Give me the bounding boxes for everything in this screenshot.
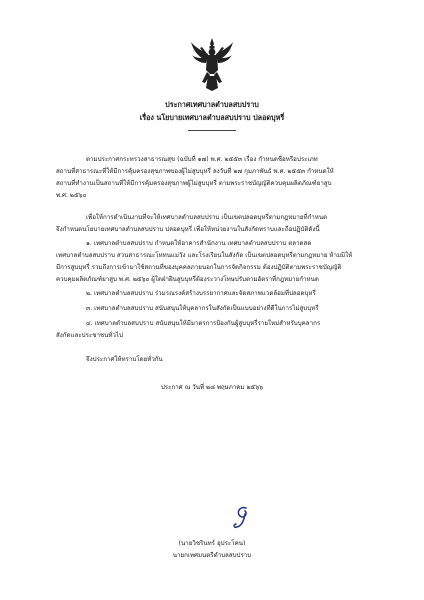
- announcement-date: ประกาศ ณ วันที่ ๒๘ พฤษภาคม ๒๕๖๖: [160, 384, 264, 391]
- closing-text: จึงประกาศให้ทราบโดยทั่วกัน: [86, 356, 163, 363]
- policy-item: ๔. เทศบาลตำบลสบปราบ สนับสนุนให้มีมาตรการป้องกันผู้สูบบุหรี่รายใหม่สำหรับบุคลากร: [86, 320, 321, 327]
- policy-item: ๒. เทศบาลตำบลสบปราบ ร่วมรณรงค์สร้างบรรยากาศและจัดสภาพแวดล้อมที่ปลอดบุหรี่: [86, 290, 316, 297]
- policy-item-line: สังกัดและประชาชนทั่วไป: [56, 332, 123, 339]
- policy-item-line: เทศบาลตำบลสบปราบ สวนสาธารณะโหทนแม่วัง และโรงเรียนในสังกัด เป็นเขตปลอดบุหรี่ตามกฎหมาย ห้ามมิให้: [56, 252, 353, 259]
- paragraph-line: สถานที่ทำงานเป็นสถานที่ให้มีการคุ้มครองสุขภาพผู้ไม่สูบบุหรี่ ตามพระราชบัญญัติควบคุมผลิตภัณฑ์ยาสูบ: [56, 180, 332, 187]
- signatory-position: นายกเทศมนตรีตำบลสบปราบ: [172, 552, 252, 559]
- signature-mark: [228, 504, 258, 530]
- paragraph-line: สถานที่สาธารณะที่ให้มีการคุ้มครองสุขภาพของผู้ไม่สูบบุหรี่ ลงวันที่ ๒๗ กุมภาพันธ์ พ.ศ. ๒๕๕๓ กำหนดให้: [56, 168, 334, 175]
- document-title: ประกาศเทศบาลตำบลสบปราบ: [165, 100, 259, 109]
- document-subject: เรื่อง นโยบายเทศบาลตำบลสบปราบ ปลอดบุหรี่: [139, 113, 285, 122]
- paragraph-line: เพื่อให้การดำเนินงานที่จะให้เทศบาลตำบลสบปราบ เป็นเขตปลอดบุหรี่ตามกฎหมายที่กำหนด: [86, 214, 328, 221]
- signatory-name: (นายวิชรินทร์ อุประโคน): [178, 540, 246, 547]
- policy-item-line: ควบคุมผลิตภัณฑ์ยาสูบ พ.ศ. ๒๕๖๐ ผู้ใดฝ่าฝืนสูบบุหรี่ต้องระวางโทษปรับตามอัตราที่กฎหมายกำหนด: [56, 276, 319, 283]
- policy-item: ๑. เทศบาลตำบลสบปราบ กำหนดให้อาคารสำนักงาน เทศบาลตำบลสบปราบ ตลาดสด: [86, 240, 312, 247]
- paragraph-line: ตามประกาศกระทรวงสาธารณสุข (ฉบับที่ ๑๗) พ.ศ. ๒๕๕๓ เรื่อง กำหนดชื่อหรือประเภท: [86, 156, 318, 163]
- policy-item: ๓. เทศบาลตำบลสบปราบ สนับสนุนให้บุคลากรในสังกัดเป็นแบบอย่างที่ดีในการไม่สูบบุหรี่: [86, 305, 319, 312]
- title-divider: [188, 130, 236, 131]
- policy-item-line: มีการสูบบุหรี่ รวมถึงการเข้ามาใช้สถานที่ของบุคคลภายนอกในการจัดกิจกรรม ต้องปฏิบัติตามพระราชบัญญัติ: [56, 264, 342, 271]
- paragraph-line: พ.ศ. ๒๕๖๐: [56, 192, 87, 199]
- paragraph-line: จึงกำหนดนโยบายเทศบาลตำบลสบปราบ ปลอดบุหรี่ เพื่อให้หน่วยงานในสังกัดทราบและถือปฏิบัติดังนี้: [56, 226, 320, 233]
- garuda-emblem-icon: [190, 36, 234, 92]
